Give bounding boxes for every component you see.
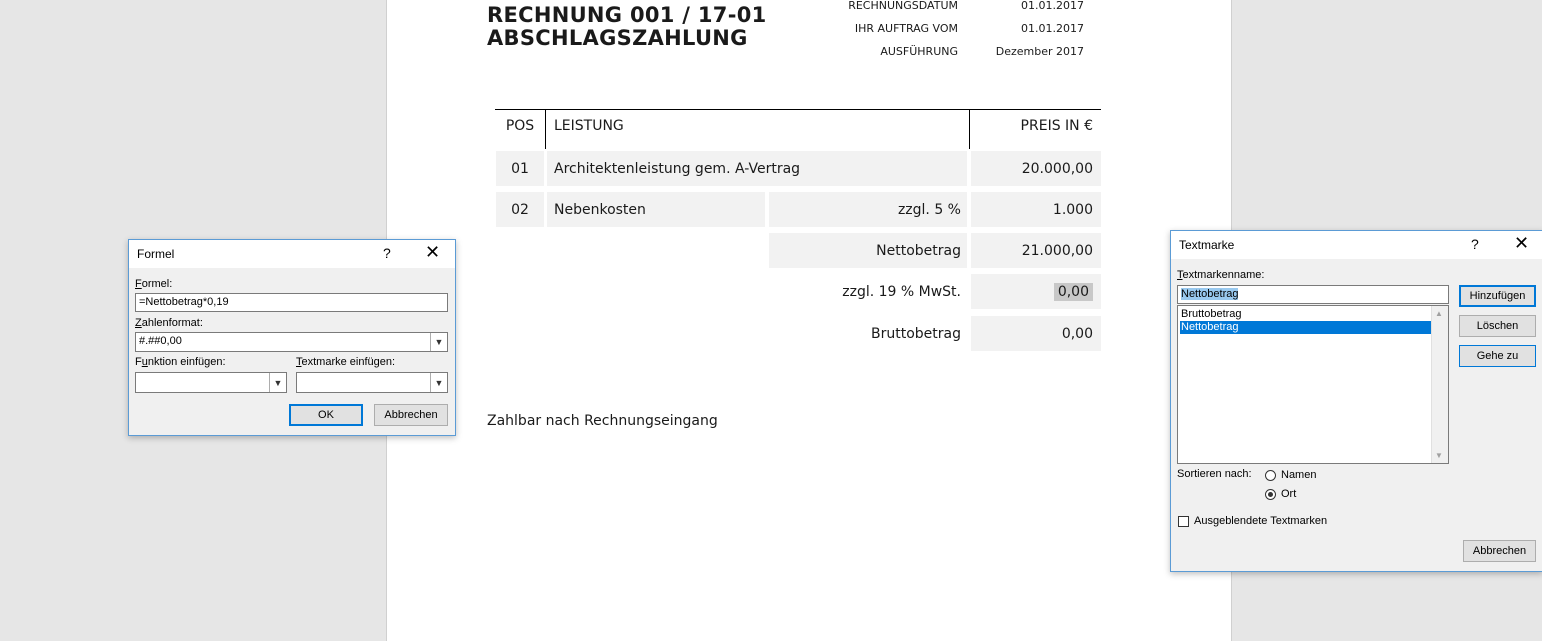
chevron-down-icon[interactable]: ▼ [430, 373, 447, 392]
table-row-price: 1.000 [971, 192, 1101, 227]
table-row-service: Nebenkosten [547, 192, 765, 227]
meta-value-invoice-date: 01.01.2017 [1021, 0, 1084, 12]
total-label-vat: zzgl. 19 % MwSt. [842, 283, 961, 300]
header-price: PREIS IN € [1020, 118, 1093, 134]
number-format-value: #.##0,00 [139, 335, 182, 347]
header-pos: POS [505, 118, 535, 134]
meta-label-invoice-date: RECHNUNGSDATUM [848, 0, 958, 12]
invoice-title: RECHNUNG 001 / 17-01 [487, 3, 767, 27]
list-item[interactable]: Bruttobetrag [1181, 308, 1242, 320]
meta-value-execution: Dezember 2017 [995, 45, 1084, 58]
insert-function-label [135, 356, 226, 368]
meta-label-order-date: IHR AUFTRAG VOM [854, 22, 958, 35]
scrollbar[interactable] [1431, 306, 1448, 463]
cancel-button[interactable]: Abbrechen [1463, 540, 1536, 562]
hidden-bookmarks-label[interactable]: Ausgeblendete Textmarken [1194, 515, 1328, 527]
header-service: LEISTUNG [554, 118, 624, 134]
insert-function-label-accel: u [141, 356, 148, 368]
insert-bookmark-label-text: extmarke einfügen: [301, 356, 396, 368]
bookmark-name-value: Nettobetrag [1181, 288, 1239, 300]
sort-location-radio[interactable] [1265, 489, 1276, 500]
table-row-pos: 01 [496, 151, 544, 186]
dialog-title: Formel [137, 247, 175, 261]
number-format-combo[interactable] [135, 332, 448, 352]
number-format-label-accel: Z [135, 317, 142, 329]
meta-label-execution: AUSFÜHRUNG [880, 45, 958, 58]
dialog-titlebar [129, 240, 455, 268]
chevron-down-icon[interactable]: ▼ [430, 333, 447, 351]
total-value-gross: 0,00 [971, 316, 1101, 351]
close-icon[interactable]: ✕ [1514, 233, 1530, 253]
formula-label-accel: F [135, 278, 142, 290]
number-format-label-text: ahlenformat: [141, 317, 203, 329]
bookmark-name-label [1177, 269, 1264, 281]
formula-dialog [128, 239, 456, 436]
insert-bookmark-label [296, 356, 395, 368]
bookmark-name-label-text: extmarkenname: [1182, 269, 1265, 281]
close-icon[interactable]: ✕ [425, 242, 441, 262]
formula-input[interactable]: =Nettobetrag*0,19 [135, 293, 448, 312]
cancel-button[interactable]: Abbrechen [374, 404, 448, 426]
bookmark-name-input[interactable] [1177, 285, 1449, 304]
goto-button[interactable]: Gehe zu [1459, 345, 1536, 367]
dialog-title: Textmarke [1179, 238, 1235, 252]
bookmark-list[interactable] [1177, 305, 1449, 464]
meta-value-order-date: 01.01.2017 [1021, 22, 1084, 35]
help-icon[interactable]: ? [1471, 236, 1479, 252]
total-value-net: 21.000,00 [971, 233, 1101, 268]
number-format-label [135, 317, 203, 329]
table-row-note: zzgl. 5 % [769, 192, 967, 227]
sort-location-label[interactable]: Ort [1281, 488, 1297, 500]
table-row-price: 20.000,00 [971, 151, 1101, 186]
bookmark-dialog [1170, 230, 1542, 572]
add-button[interactable]: Hinzufügen [1459, 285, 1536, 307]
bookmark-name-label-accel: T [1177, 269, 1183, 281]
help-icon[interactable]: ? [383, 245, 391, 261]
total-label-net: Nettobetrag [769, 233, 967, 268]
hidden-bookmarks-checkbox[interactable] [1178, 516, 1189, 527]
formula-label-text: ormel: [141, 278, 173, 290]
insert-function-combo[interactable] [135, 372, 287, 393]
insert-function-label-pre: F [135, 356, 142, 368]
sort-label: Sortieren nach: [1177, 468, 1252, 480]
insert-bookmark-combo[interactable] [296, 372, 448, 393]
formula-label [135, 278, 172, 290]
table-divider [545, 109, 546, 149]
invoice-subtitle: ABSCHLAGSZAHLUNG [487, 26, 748, 50]
total-label-gross: Bruttobetrag [871, 325, 961, 342]
payment-note: Zahlbar nach Rechnungseingang [487, 413, 718, 429]
scroll-up-icon[interactable]: ▲ [1435, 309, 1443, 318]
list-item[interactable]: Nettobetrag [1180, 321, 1431, 334]
field-value-vat[interactable]: 0,00 [1054, 283, 1093, 301]
sort-name-radio[interactable] [1265, 470, 1276, 481]
ok-button[interactable]: OK [289, 404, 363, 426]
table-row-pos: 02 [496, 192, 544, 227]
delete-button[interactable]: Löschen [1459, 315, 1536, 337]
total-value-vat-cell [971, 274, 1101, 309]
table-row-service: Architektenleistung gem. A-Vertrag [547, 151, 967, 186]
scroll-down-icon[interactable]: ▼ [1435, 451, 1443, 460]
sort-name-label[interactable]: Namen [1281, 469, 1317, 481]
chevron-down-icon[interactable]: ▼ [269, 373, 286, 392]
insert-function-label-text: nktion einfügen: [147, 356, 226, 368]
insert-bookmark-label-accel: T [296, 356, 302, 368]
